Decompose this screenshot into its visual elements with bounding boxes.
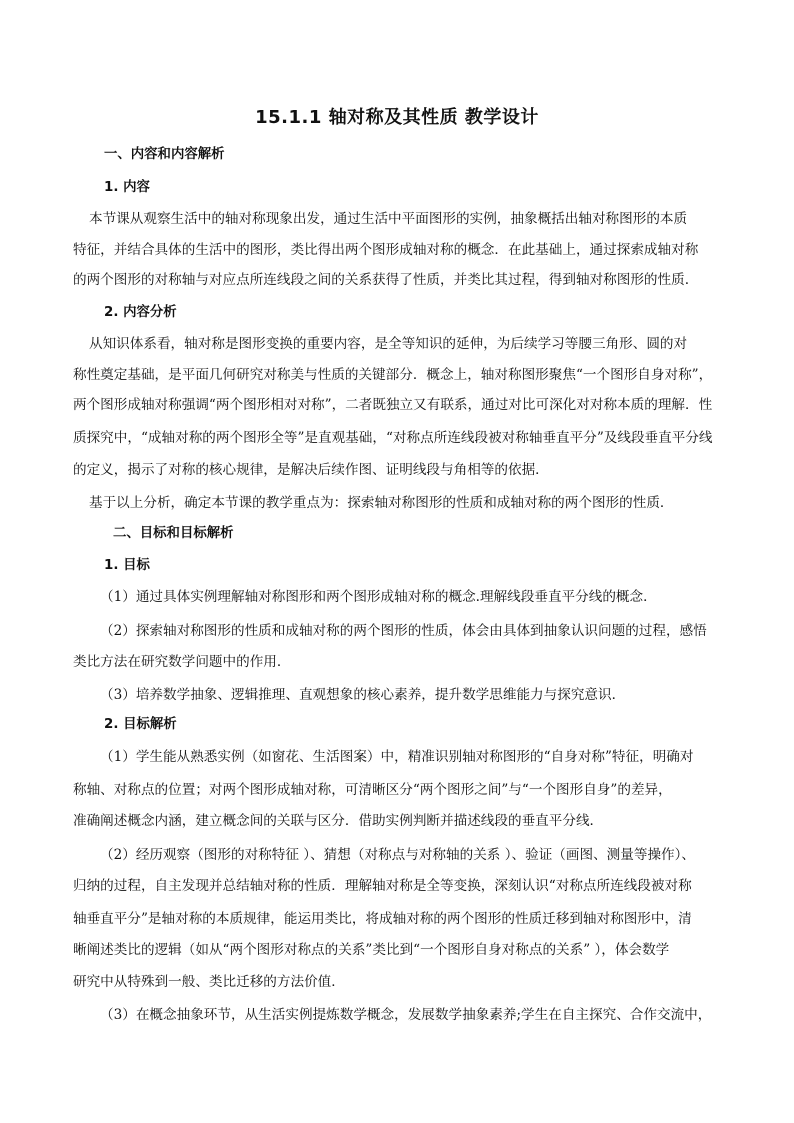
section-heading-1: 一、内容和内容解析 [104,147,225,162]
subheading-goals: 1. 目标 [104,558,150,573]
paragraph-line: 称性奠定基础，是平面几何研究对称美与性质的关键部分．概念上，轴对称图形聚焦“一个图形自身对称”， [73,367,713,383]
analysis-line: （2）经历观察（图形的对称特征 ）、猜想（对称点与对称轴的关系 ）、验证（画图、测量等操作）、 [100,847,696,863]
paragraph-line: 两个图形成轴对称强调“两个图形相对对称”，二者既独立又有联系，通过对比可深化对对称本质的理解．性 [73,397,713,413]
paragraph-line: 的定义，揭示了对称的核心规律，是解决后续作图、证明线段与角相等的依据． [73,462,549,478]
analysis-line: 准确阐述概念内涵，建立概念间的关联与区分．借助实例判断并描述线段的垂直平分线． [73,813,604,829]
paragraph-line: 特征，并结合具体的生活中的图形，类比得出两个图形成轴对称的概念．在此基础上，通过探索成轴对称 [73,242,699,258]
paragraph-line: 的两个图形的对称轴与对应点所连线段之间的关系获得了性质，并类比其过程，得到轴对称图形的性质. [73,272,690,288]
paragraph-line: 基于以上分析，确定本节课的教学重点为：探索轴对称图形的性质和成轴对称的两个图形的性质． [89,495,674,511]
subheading-content-analysis: 2. 内容分析 [104,305,177,320]
paragraph-line: 本节课从观察生活中的轴对称现象出发，通过生活中平面图形的实例，抽象概括出轴对称图形的本质 [89,211,688,227]
analysis-line: 轴垂直平分”是轴对称的本质规律，能运用类比，将成轴对称的两个图形的性质迁移到轴对称图形中，清 [73,911,692,927]
analysis-line: 归纳的过程，自主发现并总结轴对称的性质．理解轴对称是全等变换，深刻认识“对称点所连线段被对称 [73,878,692,894]
subheading-content: 1. 内容 [104,180,150,195]
analysis-line: 晰阐述类比的逻辑（如从“两个图形对称点的关系”类比到“一个图形自身对称点的关系” ），体会数学 [73,942,670,958]
goal-line: （3）培养数学抽象、逻辑推理、直观想象的核心素养，提升数学思维能力与探究意识． [100,687,626,703]
analysis-line: （3）在概念抽象环节，从生活实例提炼数学概念，发展数学抽象素养;学生在自主探究、合作交流中， [100,1007,712,1023]
analysis-line: （1）学生能从熟悉实例（如窗花、生活图案）中，精准识别轴对称图形的“自身对称”特征，明确对 [100,749,694,765]
paragraph-line: 从知识体系看，轴对称是图形变换的重要内容，是全等知识的延伸，为后续学习等腰三角形、圆的对 [89,336,688,352]
subheading-goal-analysis: 2. 目标解析 [104,717,177,732]
section-heading-2: 二、目标和目标解析 [113,526,234,541]
page-title: 15.1.1 轴对称及其性质 教学设计 [255,107,539,128]
goal-line: 类比方法在研究数学问题中的作用． [73,654,291,670]
goal-line: （1）通过具体实例理解轴对称图形和两个图形成轴对称的概念.理解线段垂直平分线的概念． [100,589,657,605]
analysis-line: 称轴、对称点的位置；对两个图形成轴对称，可清晰区分“两个图形之间”与“一个图形自身”的差异， [73,782,672,798]
paragraph-line: 质探究中，“成轴对称的两个图形全等”是直观基础，“对称点所连线段被对称轴垂直平分”及线段垂直平分线 [73,430,713,446]
analysis-line: 研究中从特殊到一般、类比迁移的方法价值． [73,974,345,990]
goal-line: （2）探索轴对称图形的性质和成轴对称的两个图形的性质，体会由具体到抽象认识问题的过程，感悟 [100,623,707,639]
